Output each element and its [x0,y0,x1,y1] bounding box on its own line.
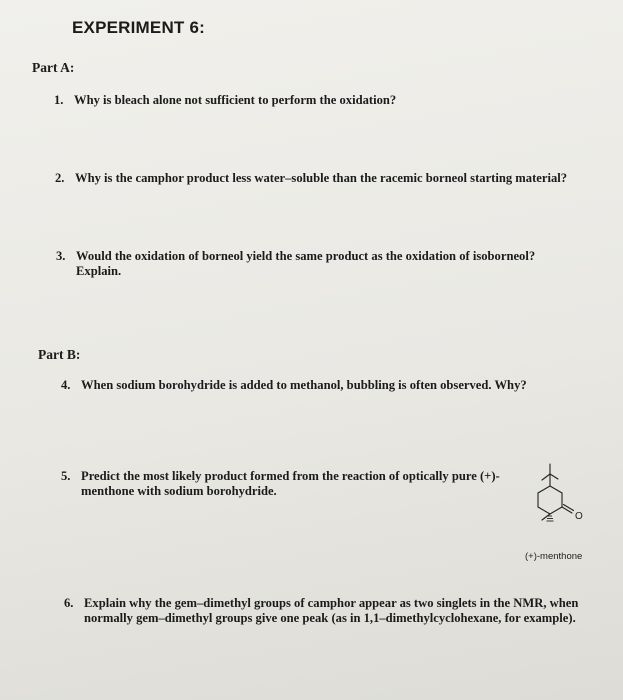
question-text: Explain why the gem–dimethyl groups of camphor appear as two singlets in the NMR, when normally gem–dimethyl groups give one peak (as in 1,1–dimethylcyclohexane, for example). [84,596,579,625]
menthone-structure [520,458,590,548]
part-a-label: Part A: [32,60,75,75]
question-5 [61,469,501,499]
question-2 [55,171,590,186]
question-text: When sodium borohydride is added to methanol, bubbling is often observed. Why? [81,378,527,392]
question-text: Predict the most likely product formed from the reaction of optically pure (+)-menthone with sodium borohydride. [81,469,500,498]
part-b-label: Part B: [38,347,81,362]
question-6 [64,596,584,626]
oxygen-atom-label: O [575,511,583,522]
question-number: 3. [56,249,66,263]
question-4 [61,378,581,393]
question-1 [54,93,574,108]
question-number: 1. [54,93,64,107]
question-number: 5. [61,469,71,483]
structure-caption: (+)-menthone [525,551,583,562]
question-3 [56,249,581,279]
question-text: Why is bleach alone not sufficient to perform the oxidation? [74,93,397,107]
question-number: 2. [55,171,65,185]
menthone-skeletal-drawing [520,458,590,548]
question-number: 4. [61,378,71,392]
page-title: EXPERIMENT 6: [72,18,205,37]
question-number: 6. [64,596,74,610]
question-text: Would the oxidation of borneol yield the same product as the oxidation of isoborneol? Explain. [76,249,536,278]
question-text: Why is the camphor product less water–soluble than the racemic borneol starting material? [75,171,568,185]
